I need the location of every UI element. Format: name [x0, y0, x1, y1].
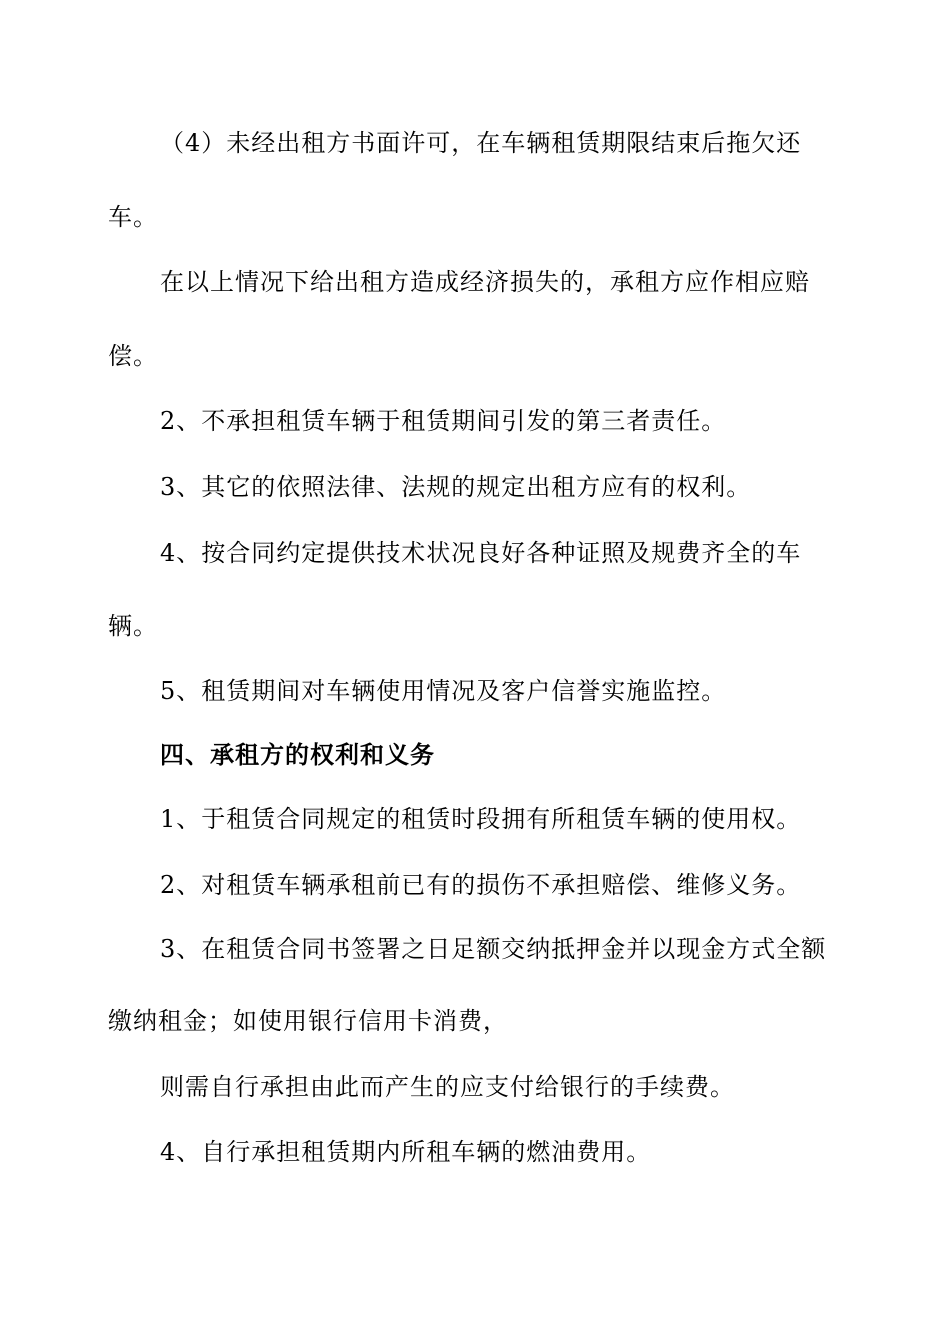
clause-4-4-line-1: （4）未经出租方书面许可，在车辆租赁期限结束后拖欠还 — [160, 129, 802, 157]
lessee-clause-1: 1、于租赁合同规定的租赁时段拥有所租赁车辆的使用权。 — [160, 805, 802, 833]
section-heading-lessee-rights: 四、承租方的权利和义务 — [160, 740, 435, 769]
lessee-clause-4: 4、自行承担租赁期内所租车辆的燃油费用。 — [160, 1138, 652, 1166]
lessor-clause-3: 3、其它的依照法律、法规的规定出租方应有的权利。 — [160, 473, 752, 501]
lessor-clause-4-line-2: 辆。 — [108, 612, 158, 640]
lessee-clause-3-line-3: 则需自行承担由此而产生的应支付给银行的手续费。 — [160, 1073, 735, 1101]
compensation-line-1: 在以上情况下给出租方造成经济损失的，承租方应作相应赔 — [160, 268, 810, 296]
lessee-clause-2: 2、对租赁车辆承租前已有的损伤不承担赔偿、维修义务。 — [160, 871, 802, 899]
clause-4-4-line-2: 车。 — [108, 203, 158, 231]
compensation-line-2: 偿。 — [108, 342, 158, 370]
lessee-clause-3-line-2: 缴纳租金；如使用银行信用卡消费， — [108, 1007, 508, 1035]
lessor-clause-2: 2、不承担租赁车辆于租赁期间引发的第三者责任。 — [160, 407, 727, 435]
lessee-clause-3-line-1: 3、在租赁合同书签署之日足额交纳抵押金并以现金方式全额 — [160, 935, 827, 963]
lessor-clause-5: 5、租赁期间对车辆使用情况及客户信誉实施监控。 — [160, 677, 727, 705]
lessor-clause-4-line-1: 4、按合同约定提供技术状况良好各种证照及规费齐全的车 — [160, 539, 802, 567]
